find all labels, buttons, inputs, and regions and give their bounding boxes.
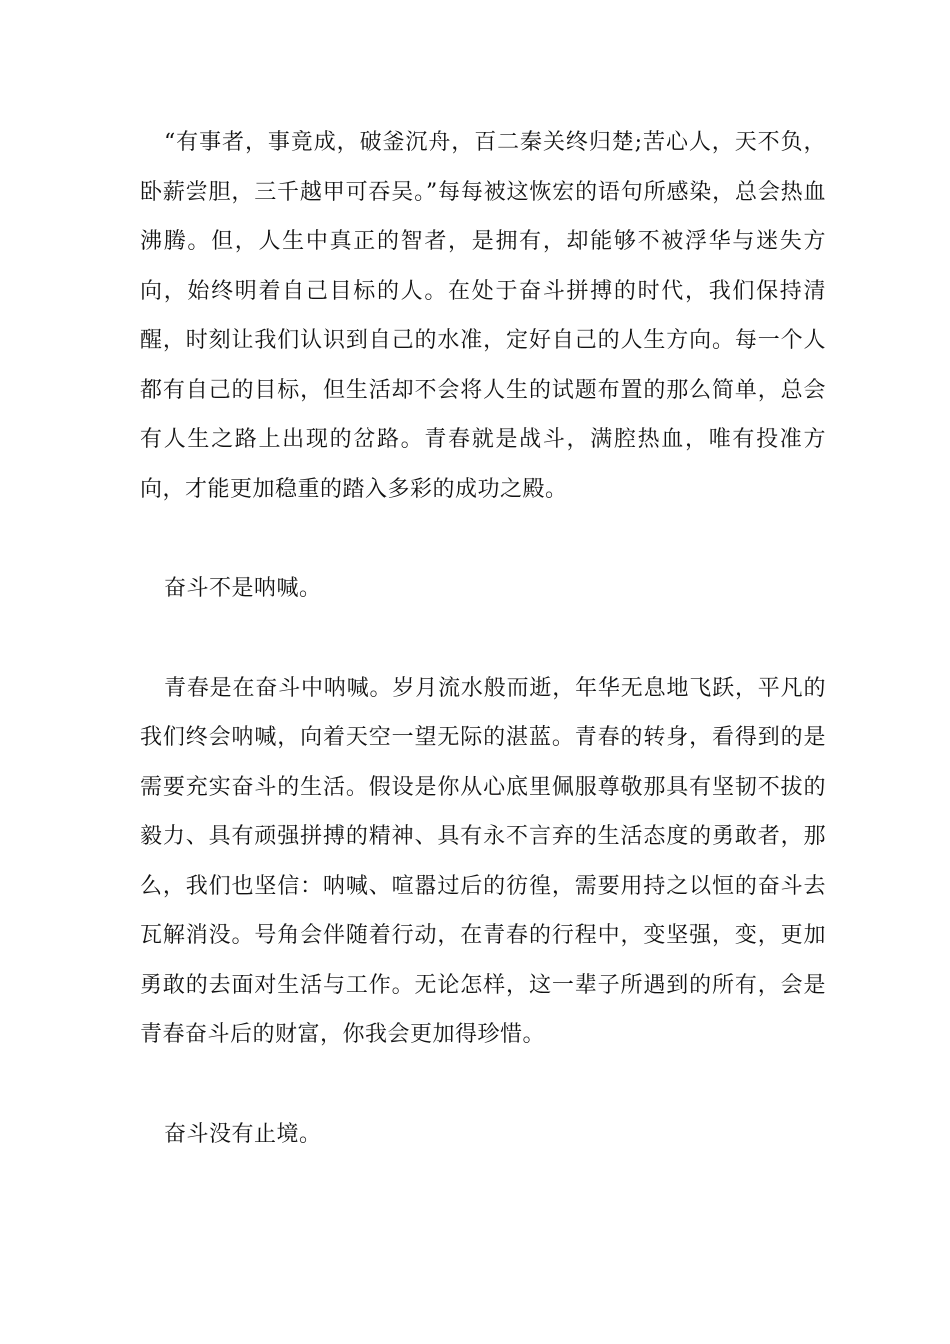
document-body <box>140 118 826 1159</box>
paragraph-youth-shouting: 青春是在奋斗中呐喊。岁月流水般而逝，年华无息地飞跃，平凡的我们终会呐喊，向着天空一望无际的湛蓝。青春的转身，看得到的是需要充实奋斗的生活。假设是你从心底里佩服尊敬那具有坚韧不拔的毅力、具有顽强拼搏的精神、具有永不言弃的生活态度的勇敢者，那么，我们也坚信：呐喊、喧嚣过后的彷徨，需要用持之以恒的奋斗去瓦解消没。号角会伴随着行动，在青春的行程中，变坚强，变，更加勇敢的去面对生活与工作。无论怎样，这一辈子所遇到的所有，会是青春奋斗后的财富，你我会更加得珍惜。 <box>140 675 826 1047</box>
paragraph-heading-no-end: 奋斗没有止境。 <box>164 1121 322 1147</box>
paragraph-heading-not-shouting: 奋斗不是呐喊。 <box>164 576 322 601</box>
paragraph-intro: “有事者，事竟成，破釜沉舟，百二秦关终归楚;苦心人，天不负，卧薪尝胆，三千越甲可吞吴。”每每被这恢宏的语句所感染，总会热血沸腾。但，人生中真正的智者，是拥有，却能够不被浮华与迷失方向，始终明着自己目标的人。在处于奋斗拼搏的时代，我们保持清醒，时刻让我们认识到自己的水准，定好自己的人生方向。每一个人都有自己的目标，但生活却不会将人生的试题布置的那么简单，总会有人生之路上出现的岔路。青春就是战斗，满腔热血，唯有投准方向，才能更加稳重的踏入多彩的成功之殿。 <box>140 130 826 502</box>
